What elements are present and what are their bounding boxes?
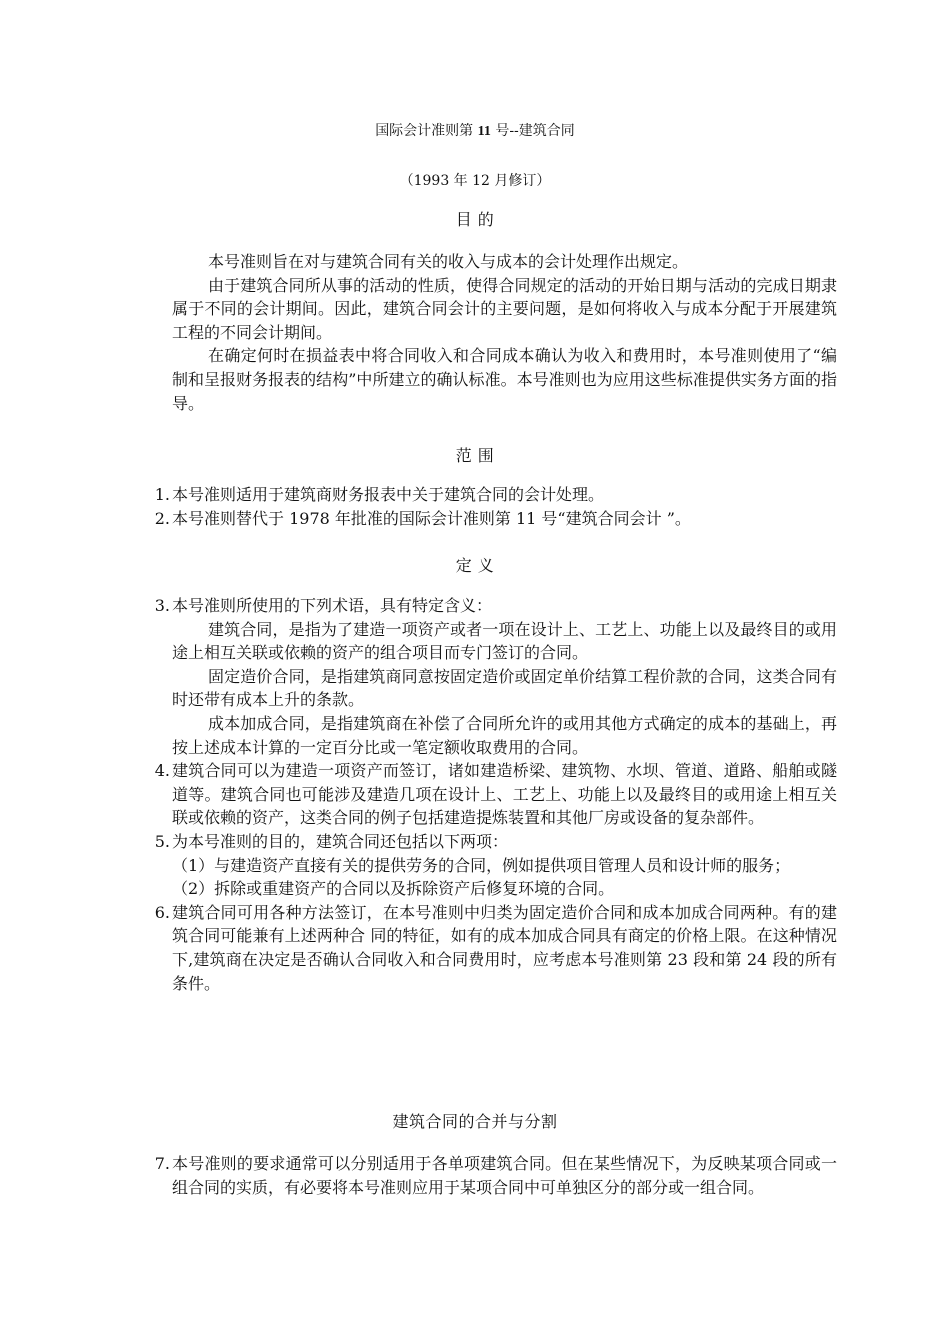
- item-number: 2.: [154, 508, 170, 528]
- item-number: 4.: [154, 761, 170, 781]
- item-number: 7.: [154, 1154, 170, 1173]
- heading-scope: 范 围: [455, 446, 495, 465]
- definitions-section: [154, 594, 837, 995]
- heading-objective: 目 的: [455, 210, 495, 229]
- item-text: 本号准则替代于 1978 年批准的国际会计准则第 11 号“建筑合同会计 ”。: [172, 508, 691, 528]
- item-number: 5.: [154, 831, 170, 851]
- heading-combining: 建筑合同的合并与分割: [392, 1112, 558, 1131]
- item-text: 建筑合同可用各种方法签订，在本号准则中归类为固定造价合同和成本加成合同两种。有的建筑合同可能兼有上述两种合 同的特征，如有的成本加成合同具有商定的价格上限。在这种情况下,建筑商在决定是否确认合同收入和合同费用时，应考虑本号准则第 23 段和第 24 段的所有条件。: [172, 902, 837, 993]
- item-number: 3.: [154, 596, 170, 615]
- list-item: [154, 483, 837, 507]
- definition-term: 建筑合同，是指为了建造一项资产或者一项在设计上、工艺上、功能上以及最终目的或用途上相互关联或依赖的资产的组合项目而专门签订的合同。: [172, 619, 837, 663]
- definition-term: 成本加成合同，是指建筑商在补偿了合同所允许的或用其他方式确定的成本的基础上，再按上述成本计算的一定百分比或一笔定额收取费用的合同。: [172, 713, 837, 757]
- list-item: [154, 901, 837, 995]
- combining-section: [154, 1152, 837, 1199]
- item-text: 本号准则所使用的下列术语，具有特定含义：: [172, 596, 493, 615]
- title-suffix: 号--建筑合同: [495, 123, 575, 139]
- scope-section: [154, 483, 837, 530]
- document-title: [0, 120, 950, 140]
- objective-paragraph: 本号准则旨在对与建筑合同有关的收入与成本的会计处理作出规定。: [208, 252, 689, 271]
- item-number: 1.: [154, 485, 170, 504]
- list-item: [154, 594, 837, 618]
- objective-section: [172, 250, 837, 415]
- title-number: 11: [477, 124, 491, 139]
- objective-paragraph: 由于建筑合同所从事的活动的性质，使得合同规定的活动的开始日期与活动的完成日期隶属于不同的会计期间。因此，建筑合同会计的主要问题，是如何将收入与成本分配于开展建筑工程的不同会计期间。: [172, 275, 837, 342]
- list-item: [154, 830, 837, 854]
- item-text: 本号准则适用于建筑商财务报表中关于建筑合同的会计处理。: [172, 485, 605, 504]
- list-item: [154, 507, 837, 531]
- list-item: [154, 759, 837, 830]
- item-text: 本号准则的要求通常可以分别适用于各单项建筑合同。但在某些情况下，为反映某项合同或一组合同的实质，有必要将本号准则应用于某项合同中可单独区分的部分或一组合同。: [172, 1154, 837, 1197]
- objective-paragraph: 在确定何时在损益表中将合同收入和合同成本确认为收入和费用时，本号准则使用了“编制和呈报财务报表的结构”中所建立的确认标准。本号准则也为应用这些标准提供实务方面的指导。: [172, 346, 837, 413]
- item-number: 6.: [154, 902, 170, 922]
- item-text: 为本号准则的目的，建筑合同还包括以下两项：: [172, 831, 509, 851]
- title-prefix: 国际会计准则第: [375, 123, 474, 139]
- list-item: [154, 1152, 837, 1199]
- heading-definitions: 定 义: [455, 556, 495, 575]
- revision-date: （1993 年 12 月修订）: [399, 173, 551, 189]
- sub-item: （2）拆除或重建资产的合同以及拆除资产后修复环境的合同。: [172, 879, 615, 899]
- definition-term: 固定造价合同，是指建筑商同意按固定造价或固定单价结算工程价款的合同，这类合同有时还带有成本上升的条款。: [172, 666, 837, 710]
- item-text: 建筑合同可以为建造一项资产而签订，诸如建造桥梁、建筑物、水坝、管道、道路、船舶或隧道等。建筑合同也可能涉及建造几项在设计上、工艺上、功能上以及最终目的或用途上相互关联或依赖的资产，这类合同的例子包括建造提炼装置和其他厂房或设备的复杂部件。: [172, 761, 837, 828]
- sub-item: （1）与建造资产直接有关的提供劳务的合同，例如提供项目管理人员和设计师的服务；: [172, 855, 791, 875]
